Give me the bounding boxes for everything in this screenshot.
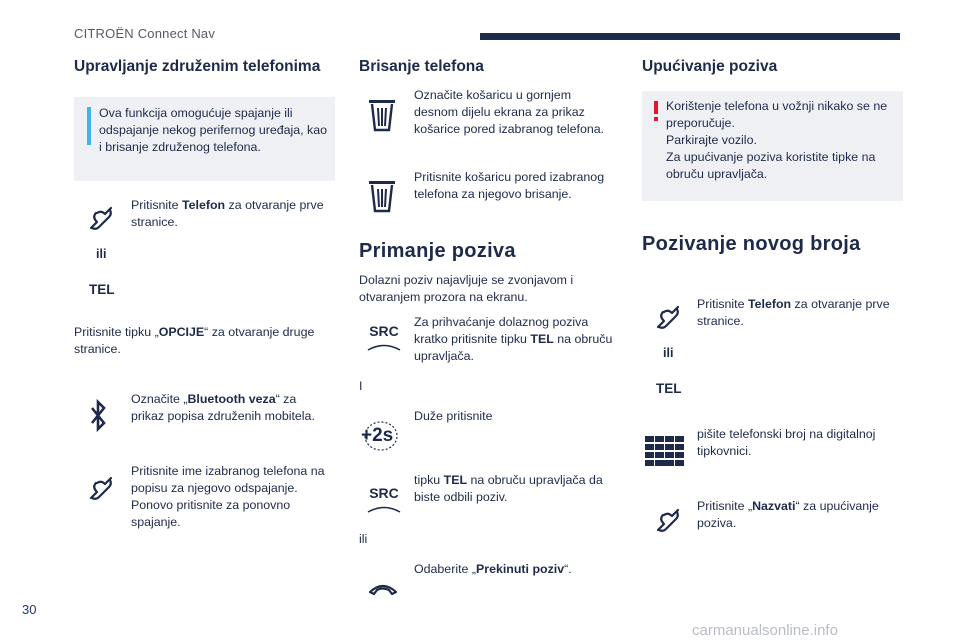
tel-button-label: TEL (89, 282, 115, 297)
step-open-phone-2: Pritisnite Telefon za otvaranje prve stranice. (697, 297, 890, 328)
step-open-phone: Pritisnite Telefon za otvaranje prve stranice. (131, 198, 324, 229)
or-label: ili (96, 247, 107, 261)
phone-handset-icon (655, 508, 681, 534)
step-select-trash: Označite košaricu u gornjem desnom dijelu ekrana za prikaz košarice pored izabranog telefona. (414, 88, 605, 136)
hold-2s-icon: +2s (359, 419, 403, 453)
phone-handset-icon (655, 305, 681, 331)
step-long-press: Duže pritisnite (414, 409, 493, 423)
keypad-icon (645, 436, 685, 466)
info-marker-icon (87, 107, 91, 145)
trash-icon (368, 97, 396, 133)
hang-up-icon (368, 580, 398, 596)
watermark: carmanualsonline.info (692, 622, 838, 639)
step-dial-number: pišite telefonski broj na digitalnoj tipkovnici. (697, 427, 876, 458)
trash-icon (368, 178, 396, 214)
src-button-icon: SRC (366, 323, 402, 359)
section-title-delete-phone: Brisanje telefona (359, 58, 484, 75)
info-note-text: Ova funkcija omogućuje spajanje ili odspajanje nekog perifernog uređaja, kao i brisanje združenog telefona. (99, 106, 328, 154)
section-title-place-call: Upućivanje poziva (642, 58, 778, 75)
warning-icon-dot (654, 117, 658, 121)
header-brand: CITROËN Connect Nav (74, 26, 216, 41)
phone-handset-icon (88, 206, 114, 232)
section-title-new-number: Pozivanje novog broja (642, 233, 861, 255)
phone-handset-icon (88, 476, 114, 502)
step-end-call: Odaberite „Prekinuti poziv“. (414, 562, 572, 576)
tel-button-label: TEL (656, 381, 682, 396)
step-delete: Pritisnite košaricu pored izabranog telefona za njegovo brisanje. (414, 170, 605, 201)
or-label: ili (663, 346, 674, 360)
section-title-manage-phones: Upravljanje združenim telefonima (74, 58, 321, 75)
receive-intro: Dolazni poziv najavljuje se zvonjavom i otvaranjem prozora na ekranu. (359, 273, 574, 304)
separator-i: I (359, 379, 363, 393)
page-number: 30 (22, 602, 37, 617)
src-button-icon: SRC (366, 485, 402, 521)
section-title-receive-call: Primanje poziva (359, 240, 516, 262)
step-reject-call: tipku TEL na obruču upravljača da biste odbili poziv. (414, 473, 603, 504)
step-accept-call: Za prihvaćanje dolaznog poziva kratko pritisnite tipku TEL na obruču upravljača. (414, 315, 613, 363)
header-bar (480, 33, 900, 40)
warning-icon (654, 101, 658, 114)
bluetooth-icon (88, 399, 108, 433)
step-options: Pritisnite tipku „OPCIJE“ za otvaranje druge stranice. (74, 325, 315, 356)
step-call: Pritisnite „Nazvati“ za upućivanje poziva. (697, 499, 879, 530)
separator-ili: ili (359, 532, 368, 546)
warning-note-text: Korištenje telefona u vožnji nikako se ne preporučuje. Parkirajte vozilo. Za upućivanje poziva koristite tipke na obruču upravljača. (666, 99, 888, 181)
step-select-phone: Pritisnite ime izabranog telefona na popisu za njegovo odspajanje. Ponovo pritisnite za ponovno spajanje. (131, 464, 325, 529)
step-bluetooth: Označite „Bluetooth veza“ za prikaz popisa združenih mobitela. (131, 392, 315, 423)
